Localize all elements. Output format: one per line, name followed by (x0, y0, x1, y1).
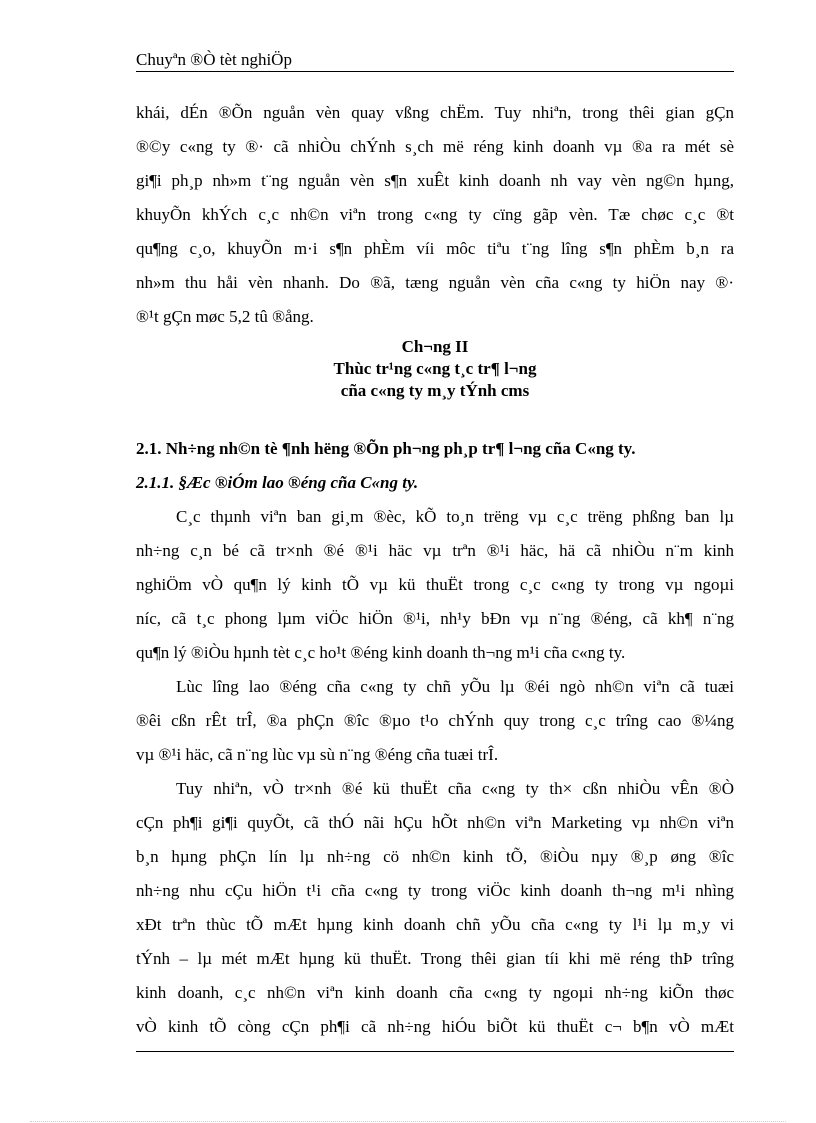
text-line: vÒ kinh tÕ còng cÇn ph¶i cã nh÷ng hiÓu biÕt kü thuËt c¬ b¶n vÒ mÆt (136, 1017, 734, 1036)
header-divider (136, 71, 734, 72)
text-line: níc, cã t¸c phong lµm viÖc hiÖn ®¹i, nh¹y bÐn vµ n¨ng ®éng, cã kh¶ n¨ng (136, 609, 734, 628)
text-line: qu¶ng c¸o, khuyÕn m·i s¶n phÈm víi môc tiªu t¨ng lîng s¶n phÈm b¸n ra (136, 239, 734, 258)
text-line: cÇn ph¶i gi¶i quyÕt, cã thÓ nãi hÇu hÕt nh©n viªn Marketing vµ nh©n viªn (136, 813, 734, 832)
text-line: ®¹t gÇn møc 5,2 tû ®ång. (136, 307, 314, 326)
paragraph-1 (136, 96, 734, 334)
text-line: gi¶i ph¸p nh»m t¨ng nguån vèn s¶n xuÊt kinh doanh nh vay vèn ng©n hµng, (136, 171, 734, 190)
text-line: kinh doanh, c¸c nh©n viªn kinh doanh cña c«ng ty ngoµi nh÷ng kiÕn thøc (136, 983, 734, 1002)
text-line: tÝnh – lµ mét mÆt hµng kü thuËt. Trong thêi gian tíi khi më réng thÞ trîng (136, 949, 734, 968)
paragraph-2 (136, 500, 734, 670)
text-line: nh»m thu håi vèn nhanh. Do ®ã, tæng nguån vèn cña c«ng ty hiÖn nay ®· (136, 273, 734, 292)
text-line: nh÷ng nhu cÇu hiÖn t¹i cña c«ng ty trong viÖc kinh doanh th¬ng m¹i nhìng (136, 881, 734, 900)
text-line: Lùc lîng lao ®éng cña c«ng ty chñ yÕu lµ ®éi ngò nh©n viªn cã tuæi (176, 677, 734, 696)
chapter-heading (136, 336, 734, 402)
text-line: khái, dÉn ®Õn nguån vèn quay vßng chËm. Tuy nhiªn, trong thêi gian gÇn (136, 103, 734, 122)
text-line: xÐt trªn thùc tÕ mÆt hµng kinh doanh chñ yÕu cña c«ng ty l¹i lµ m¸y vi (136, 915, 734, 934)
text-line: C¸c thµnh viªn ban gi¸m ®èc, kÕ to¸n trëng vµ c¸c trëng phßng ban lµ (176, 507, 734, 526)
text-line: qu¶n lý ®iÒu hµnh tèt c¸c ho¹t ®éng kinh doanh th¬ng m¹i cña c«ng ty. (136, 643, 626, 662)
section-heading-2-1: 2.1. Nh÷ng nh©n tè ¶nh hëng ®Õn ph¬ng ph¸p tr¶ l¬ng cña C«ng ty. (136, 439, 636, 458)
page-header-title: Chuyªn ®Ò tèt nghiÖp (136, 50, 292, 69)
text-line: b¸n hµng phÇn lín lµ nh÷ng cö nh©n kinh tÕ, ®iÒu nµy ®¸p øng ®îc (136, 847, 734, 866)
paragraph-3 (136, 670, 734, 772)
text-line: ®êi cßn rÊt trÎ, ®a phÇn ®îc ®µo t¹o chÝnh quy trong c¸c trîng cao ®¼ng (136, 711, 734, 730)
text-line: ®©y c«ng ty ®· cã nhiÒu chÝnh s¸ch më réng kinh doanh vµ ®a ra mét sè (136, 137, 734, 156)
chapter-title-line-1: Thùc tr¹ng c«ng t¸c tr¶ l¬ng (333, 359, 537, 378)
chapter-title-line-2: cña c«ng ty m¸y tÝnh cms (340, 381, 530, 400)
text-line: nghiÖm vÒ qu¶n lý kinh tÕ vµ kü thuËt trong c¸c c«ng ty trong vµ ngoµi (136, 575, 734, 594)
document-body (136, 96, 734, 1044)
paragraph-4 (136, 772, 734, 1044)
section-heading-2-1-1: 2.1.1. §Æc ®iÓm lao ®éng cña C«ng ty. (136, 473, 419, 492)
chapter-number: Ch¬ng II (401, 337, 469, 356)
text-line: Tuy nhiªn, vÒ tr×nh ®é kü thuËt cña c«ng ty th× cßn nhiÒu vÊn ®Ò (176, 779, 734, 798)
text-line: nh÷ng c¸n bé cã tr×nh ®é ®¹i häc vµ trªn ®¹i häc, hä cã nhiÒu n¨m kinh (136, 541, 734, 560)
text-line: vµ ®¹i häc, cã n¨ng lùc vµ sù n¨ng ®éng cña tuæi trÎ. (136, 745, 499, 764)
footer-divider (136, 1051, 734, 1052)
text-line: khuyÕn khÝch c¸c nh©n viªn trong c«ng ty cïng gãp vèn. Tæ chøc c¸c ®t (136, 205, 734, 224)
page-edge (30, 1121, 786, 1122)
